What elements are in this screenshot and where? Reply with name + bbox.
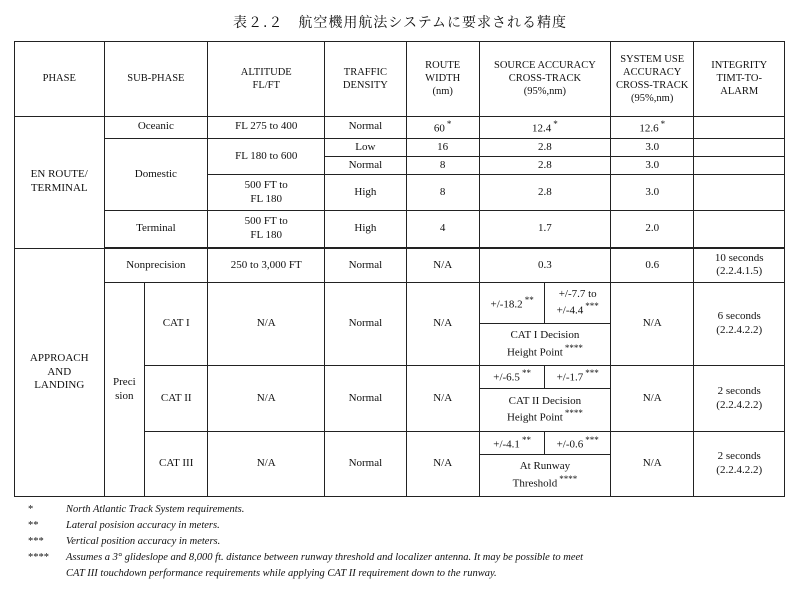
header-row xyxy=(15,42,785,117)
traffic-cell: Normal xyxy=(325,283,406,366)
table-title: 表２.２ 航空機用航法システムに要求される精度 xyxy=(232,15,568,31)
system-cell: N/A xyxy=(611,432,694,497)
traffic-cell: Normal xyxy=(325,248,406,282)
integrity-cell: 6 seconds (2.2.4.2.2) xyxy=(694,283,785,366)
accuracy-table xyxy=(14,41,785,497)
source-cell: 12.4 * xyxy=(479,116,610,138)
traffic-cell: High xyxy=(325,175,406,211)
sub-nonprecision: Nonprecision xyxy=(104,248,208,282)
traffic-cell: Normal xyxy=(325,365,406,432)
route-cell: N/A xyxy=(406,283,479,366)
route-cell: 4 xyxy=(406,211,479,247)
integrity-cell xyxy=(694,211,785,247)
footnote: ** Lateral posision accuracy in meters. xyxy=(28,520,220,531)
header-phase: PHASE xyxy=(15,42,105,117)
system-cell: 3.0 xyxy=(611,138,694,156)
header-integrity: INTEGRITY TIMT-TO- ALARM xyxy=(694,42,785,117)
system-cell: 12.6 * xyxy=(611,116,694,138)
altitude-cell: N/A xyxy=(208,365,325,432)
source-cell: 0.3 xyxy=(479,248,610,282)
altitude-cell: N/A xyxy=(208,432,325,497)
source-cell: 2.8 xyxy=(479,175,610,211)
table-row xyxy=(15,283,785,366)
traffic-cell: Normal xyxy=(325,157,406,175)
route-cell: 8 xyxy=(406,157,479,175)
table-row xyxy=(15,211,785,247)
route-cell: N/A xyxy=(406,432,479,497)
table-row xyxy=(15,248,785,282)
source-cell: 1.7 xyxy=(479,211,610,247)
source-cell: +/-6.5 ** +/-1.7 *** CAT II Decision Height Point **** xyxy=(479,365,610,432)
footnote: * North Atlantic Track System requirements. xyxy=(28,504,245,515)
header-route: ROUTE WIDTH (nm) xyxy=(406,42,479,117)
header-source: SOURCE ACCURACY CROSS-TRACK (95%,nm) xyxy=(479,42,610,117)
altitude-cell: FL 275 to 400 xyxy=(208,116,325,138)
header-system: SYSTEM USE ACCURACY CROSS-TRACK (95%,nm) xyxy=(611,42,694,117)
system-cell: 3.0 xyxy=(611,157,694,175)
sub-domestic: Domestic xyxy=(104,138,208,211)
route-cell: 16 xyxy=(406,138,479,156)
route-cell: 8 xyxy=(406,175,479,211)
phase-enroute: EN ROUTE/ TERMINAL xyxy=(15,116,105,248)
system-cell: N/A xyxy=(611,283,694,366)
system-cell: 2.0 xyxy=(611,211,694,247)
route-cell: N/A xyxy=(406,248,479,282)
header-altitude: ALTITUDE FL/FT xyxy=(208,42,325,117)
source-cell: +/-18.2 ** +/-7.7 to +/-4.4 *** CAT I Decision Height Point **** xyxy=(479,283,610,366)
integrity-cell: 2 seconds (2.2.4.2.2) xyxy=(694,432,785,497)
table-row xyxy=(15,138,785,156)
source-cell: 2.8 xyxy=(479,157,610,175)
altitude-cell: N/A xyxy=(208,283,325,366)
header-sub-phase: SUB-PHASE xyxy=(104,42,208,117)
footnote: CAT III touchdown performance requirements while applying CAT II requirement down to the runway. xyxy=(66,568,497,579)
altitude-cell: 250 to 3,000 FT xyxy=(208,248,325,282)
system-cell: N/A xyxy=(611,365,694,432)
footnote: **** Assumes a 3° glideslope and 8,000 ft. distance between runway threshold and localizer antenna. It may be possible to meet xyxy=(28,552,584,563)
integrity-cell xyxy=(694,157,785,175)
integrity-cell: 2 seconds (2.2.4.2.2) xyxy=(694,365,785,432)
footnote: *** Vertical position accuracy in meters. xyxy=(28,536,221,547)
sub-oceanic: Oceanic xyxy=(104,116,208,138)
altitude-cell: 500 FT to FL 180 xyxy=(208,175,325,211)
traffic-cell: Normal xyxy=(325,116,406,138)
footnotes xyxy=(28,502,788,582)
traffic-cell: Low xyxy=(325,138,406,156)
source-cell: 2.8 xyxy=(479,138,610,156)
integrity-cell xyxy=(694,116,785,138)
integrity-cell: 10 seconds (2.2.4.1.5) xyxy=(694,248,785,282)
source-cell: +/-4.1 ** +/-0.6 *** At Runway Threshold **** xyxy=(479,432,610,497)
phase-approach: APPROACH AND LANDING xyxy=(15,248,105,496)
route-cell: 60 * xyxy=(406,116,479,138)
table-row xyxy=(15,116,785,138)
route-cell: N/A xyxy=(406,365,479,432)
sub-precision: Preci sion xyxy=(104,283,145,497)
integrity-cell xyxy=(694,138,785,156)
integrity-cell xyxy=(694,175,785,211)
sub-cat1: CAT I xyxy=(145,283,208,366)
header-traffic: TRAFFIC DENSITY xyxy=(325,42,406,117)
system-cell: 0.6 xyxy=(611,248,694,282)
traffic-cell: Normal xyxy=(325,432,406,497)
traffic-cell: High xyxy=(325,211,406,247)
sub-cat2: CAT II xyxy=(145,365,208,432)
system-cell: 3.0 xyxy=(611,175,694,211)
sub-cat3: CAT III xyxy=(145,432,208,497)
altitude-cell: 500 FT to FL 180 xyxy=(208,211,325,247)
sub-terminal: Terminal xyxy=(104,211,208,247)
altitude-cell: FL 180 to 600 xyxy=(208,138,325,174)
